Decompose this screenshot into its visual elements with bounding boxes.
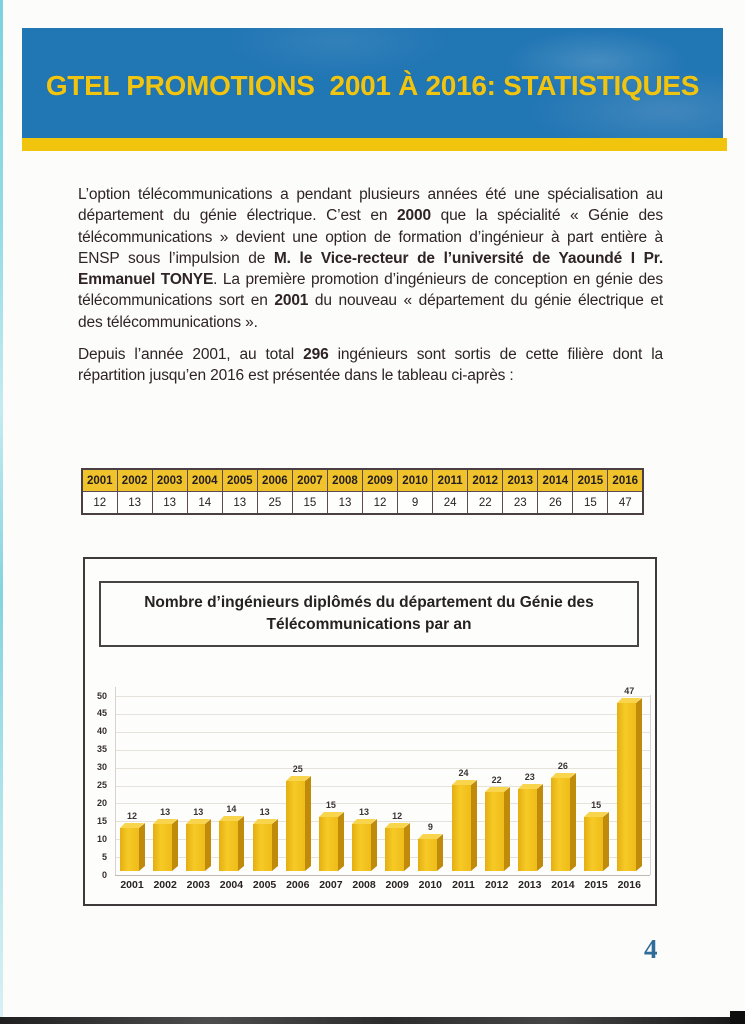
table-value-cell: 22 xyxy=(468,492,503,515)
header-banner xyxy=(22,28,723,151)
chart-bar-side-face xyxy=(272,819,278,871)
chart-bar-front-face xyxy=(153,824,172,871)
chart-bar xyxy=(452,785,477,871)
bar-value-label: 13 xyxy=(359,807,370,817)
x-axis-category-label: 2001 xyxy=(120,879,144,891)
scan-edge-left-artifact xyxy=(0,0,3,1024)
bar-value-label: 23 xyxy=(524,772,535,782)
text-run: du nouveau « département du génie électrique et des télécommunications ». xyxy=(78,292,663,331)
bar-value-label: 47 xyxy=(624,686,635,696)
x-axis-category-label: 2004 xyxy=(219,879,244,891)
plot-right-border xyxy=(650,695,651,875)
table-year-header: 2001 xyxy=(82,469,117,492)
table-year-header: 2014 xyxy=(538,469,573,492)
x-axis-category-label: 2008 xyxy=(352,879,376,891)
bar-value-label: 14 xyxy=(226,804,237,814)
bold-text-run: M. le Vice-recteur de l’université de Yaoundé I Pr. Emmanuel TONYE xyxy=(78,249,663,289)
chart-bar-side-face xyxy=(603,812,609,871)
intro-paragraph xyxy=(78,184,663,333)
chart-bar-side-face xyxy=(437,834,443,871)
chart-bar-front-face xyxy=(186,824,205,871)
table-year-header: 2005 xyxy=(222,469,257,492)
bar-value-label: 9 xyxy=(427,822,433,832)
text-run: . La première promotion d’ingénieurs de conception en génie des télécommunications sort en xyxy=(78,271,663,310)
x-axis-category-label: 2005 xyxy=(252,879,277,891)
table-value-cell: 13 xyxy=(117,492,152,515)
chart-bar-side-face xyxy=(404,823,410,871)
y-axis-tick-label: 30 xyxy=(96,762,107,773)
table-year-header: 2002 xyxy=(117,469,152,492)
table-year-header: 2008 xyxy=(327,469,362,492)
table-year-header: 2015 xyxy=(573,469,608,492)
bar-value-label: 26 xyxy=(557,761,568,771)
scan-corner-artifact xyxy=(730,1011,745,1024)
chart-bar-front-face xyxy=(452,785,471,871)
bar-value-label: 13 xyxy=(193,807,204,817)
chart-bar xyxy=(120,828,145,871)
y-axis-tick-label: 10 xyxy=(96,833,107,844)
table-value-cell: 15 xyxy=(292,492,327,515)
x-axis-category-label: 2006 xyxy=(286,879,310,891)
chart-bar-front-face xyxy=(319,817,338,871)
bar-value-label: 25 xyxy=(292,764,303,774)
table-value-cell: 12 xyxy=(363,492,398,515)
table-year-header: 2016 xyxy=(608,469,643,492)
chart-bar-side-face xyxy=(238,816,244,871)
table-value-cell: 24 xyxy=(433,492,468,515)
x-axis-category-label: 2009 xyxy=(385,879,409,891)
chart-bar xyxy=(219,821,244,871)
chart-bar xyxy=(352,824,377,871)
bar-value-label: 12 xyxy=(126,811,137,821)
table-year-header: 2013 xyxy=(503,469,538,492)
chart-bar-side-face xyxy=(338,812,344,871)
bar-value-label: 13 xyxy=(160,807,171,817)
text-run: que la spécialité « Génie des télécommunications » devient une option de formation d’ingénieur à part entière à ENSP sous l’impulsion de xyxy=(78,207,663,267)
chart-bar-front-face xyxy=(485,792,504,871)
y-axis-tick-label: 25 xyxy=(96,780,107,790)
chart-bar-front-face xyxy=(584,817,603,871)
bar-chart-container xyxy=(83,557,657,906)
chart-bar-front-face xyxy=(617,703,636,871)
chart-bar-side-face xyxy=(371,819,377,871)
chart-bar-side-face xyxy=(172,819,178,871)
table-value-cell: 13 xyxy=(222,492,257,515)
x-axis-category-label: 2011 xyxy=(452,879,475,891)
text-run: Depuis l’année 2001, au total xyxy=(78,346,304,363)
bar-value-label: 15 xyxy=(591,800,602,810)
y-axis-tick-label: 40 xyxy=(96,726,107,737)
chart-bar-front-face xyxy=(253,824,272,871)
table-values-row xyxy=(82,492,643,515)
banner-yellow-strip xyxy=(22,138,727,151)
table-year-header: 2011 xyxy=(433,469,468,492)
chart-bar-front-face xyxy=(219,821,238,871)
chart-bar-front-face xyxy=(385,828,404,871)
table-value-cell: 26 xyxy=(538,492,573,515)
chart-bar xyxy=(153,824,178,871)
chart-bar-side-face xyxy=(139,823,145,871)
table-year-header: 2012 xyxy=(468,469,503,492)
page-number: 4 xyxy=(644,934,658,964)
y-axis-tick-label: 15 xyxy=(96,815,107,826)
chart-bar xyxy=(617,703,642,871)
bold-text-run: 2001 xyxy=(274,292,309,310)
chart-bar xyxy=(286,781,311,871)
chart-bar xyxy=(186,824,211,871)
table-value-cell: 13 xyxy=(152,492,187,515)
chart-bar-side-face xyxy=(471,780,477,871)
chart-bar-side-face xyxy=(504,787,510,871)
table-year-header: 2006 xyxy=(257,469,292,492)
table-value-cell: 23 xyxy=(503,492,538,515)
y-axis-tick-label: 45 xyxy=(96,708,107,719)
chart-bar xyxy=(385,828,410,871)
y-axis-tick-label: 35 xyxy=(96,744,107,755)
x-axis-category-label: 2016 xyxy=(617,879,641,891)
chart-bar-front-face xyxy=(518,789,537,871)
x-axis-category-label: 2014 xyxy=(551,879,575,891)
bar-value-label: 24 xyxy=(458,768,469,778)
chart-bar-side-face xyxy=(305,776,311,871)
chart-bar-side-face xyxy=(636,698,642,871)
bar-value-label: 13 xyxy=(259,807,270,817)
bar-value-label: 15 xyxy=(325,800,336,810)
promotions-table xyxy=(81,468,644,515)
chart-bar xyxy=(584,817,609,871)
chart-bar-side-face xyxy=(570,773,576,871)
x-axis-category-label: 2007 xyxy=(319,879,343,891)
chart-bar xyxy=(551,778,576,871)
table-year-header: 2003 xyxy=(152,469,187,492)
banner-blue-area xyxy=(22,28,723,139)
table-year-header: 2007 xyxy=(292,469,327,492)
bar-value-label: 22 xyxy=(491,775,502,785)
chart-bar xyxy=(485,792,510,871)
table-value-cell: 15 xyxy=(573,492,608,515)
x-axis-category-label: 2003 xyxy=(186,879,210,891)
chart-bar-front-face xyxy=(551,778,570,871)
table-year-header: 2010 xyxy=(398,469,433,492)
chart-gridline xyxy=(115,732,650,733)
bold-text-run: 2000 xyxy=(397,207,431,225)
chart-bar xyxy=(319,817,344,871)
x-axis-category-label: 2002 xyxy=(153,879,177,891)
table-value-cell: 14 xyxy=(187,492,222,515)
chart-bar xyxy=(518,789,543,871)
chart-gridline xyxy=(115,750,650,751)
chart-gridline xyxy=(115,875,650,876)
y-axis-line xyxy=(115,687,116,875)
table-year-header: 2009 xyxy=(363,469,398,492)
table-value-cell: 25 xyxy=(257,492,292,515)
table-year-header: 2004 xyxy=(187,469,222,492)
bar-value-label: 12 xyxy=(392,811,403,821)
text-run: L’option télécommunications a pendant plusieurs années été une spécialisation au département du génie électrique. C’est en xyxy=(78,186,663,225)
x-axis-category-label: 2015 xyxy=(584,879,608,891)
page-title: GTEL PROMOTIONS 2001 À 2016: STATISTIQUES xyxy=(45,69,700,101)
chart-bar-side-face xyxy=(537,784,543,871)
chart-bar-side-face xyxy=(205,819,211,871)
chart-bar-front-face xyxy=(120,828,139,871)
x-axis-category-label: 2010 xyxy=(418,879,443,891)
summary-paragraph xyxy=(78,344,663,387)
chart-title: Nombre d’ingénieurs diplômés du département du Génie des Télécommunications par an xyxy=(99,581,639,647)
y-axis-tick-label: 50 xyxy=(96,690,107,701)
chart-bar-front-face xyxy=(286,781,305,871)
chart-bar xyxy=(418,839,443,871)
table-header-row xyxy=(82,469,643,492)
y-axis-tick-label: 0 xyxy=(101,869,107,880)
chart-bar-front-face xyxy=(352,824,371,871)
chart-bar xyxy=(253,824,278,871)
x-axis-category-label: 2013 xyxy=(518,879,542,891)
y-axis-tick-label: 20 xyxy=(96,797,107,808)
table-value-cell: 13 xyxy=(327,492,362,515)
chart-bar-front-face xyxy=(418,839,437,871)
scan-edge-bottom-artifact xyxy=(0,1017,745,1024)
chart-gridline xyxy=(115,696,650,697)
x-axis-category-label: 2012 xyxy=(484,879,509,891)
text-run: ingénieurs sont sortis de cette filière dont la répartition jusqu’en 2016 est présentée dans le tableau ci-après : xyxy=(78,346,663,385)
y-axis-tick-label: 5 xyxy=(101,851,107,862)
table-value-cell: 12 xyxy=(82,492,117,515)
chart-gridline xyxy=(115,714,650,715)
table-value-cell: 9 xyxy=(398,492,433,515)
bold-text-run: 296 xyxy=(303,346,329,363)
table-value-cell: 47 xyxy=(608,492,643,515)
